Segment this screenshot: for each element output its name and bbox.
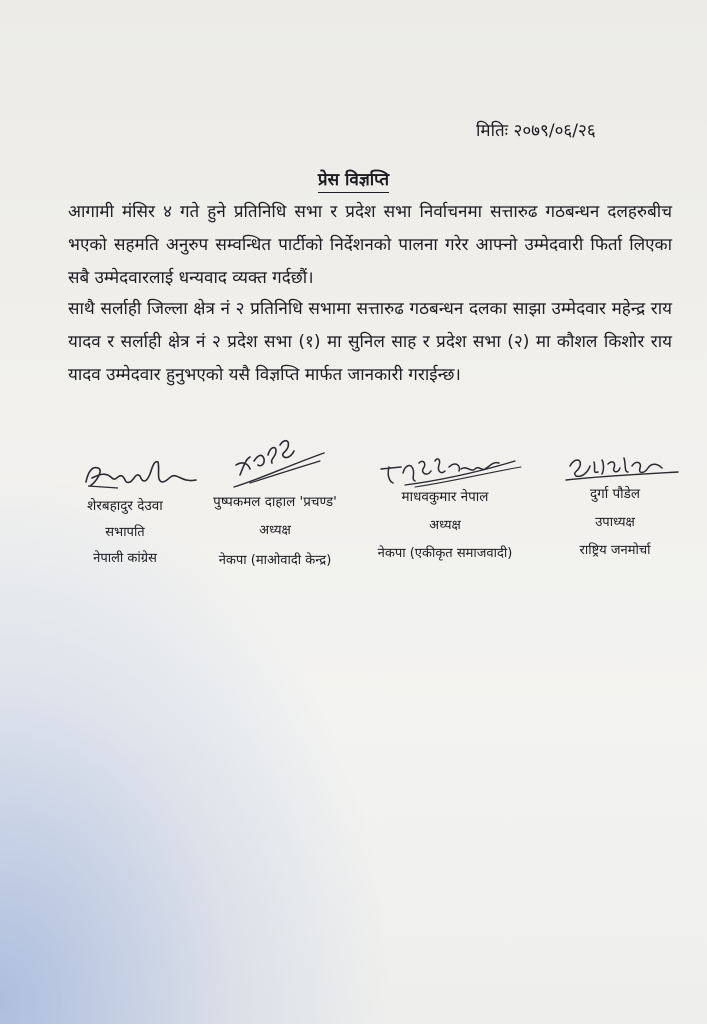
signatory-4-party: राष्ट्रिय जनमोर्चा	[579, 543, 651, 558]
signatory-4-role: उपाध्यक्ष	[595, 515, 635, 530]
paragraph-2: साथै सर्लाही जिल्ला क्षेत्र नं २ प्रतिनिधि सभामा सत्तारुढ गठबन्धन दलका साझा उम्मेदवार महेन्द्र राय यादव र सर्लाही क्षेत्र नं २ प्रदेश सभा (१) मा सुनिल साह र प्रदेश सभा (२) मा कौशल किशोर राय यादव उम्मेदवार हुनुभएको यसै विज्ञप्ति मार्फत जानकारी गराईन्छ।	[68, 299, 672, 385]
signatory-2-role: अध्यक्ष	[259, 523, 291, 538]
signatory-2-name: पुष्पकमल दाहाल 'प्रचण्ड'	[213, 494, 337, 510]
signatory-1-name: शेरबहादुर देउवा	[87, 498, 163, 514]
signatory-2-party: नेकपा (माओवादी केन्द्र)	[218, 553, 332, 568]
signatory-1-role: सभापति	[105, 525, 145, 540]
signatory-2	[190, 492, 360, 568]
signatory-4	[540, 484, 690, 558]
signatory-3	[360, 487, 530, 561]
signature-1-image	[78, 452, 203, 497]
paragraph-1: आगामी मंसिर ४ गते हुने प्रतिनिधि सभा र प्रदेश सभा निर्वाचनमा सत्तारुढ गठबन्धन दलहरुबीच भएको सहमति अनुरुप सम्वन्धित पार्टीको निर्देशनको पालना गरेर आफ्नो उम्मेदवारी फिर्ता लिएका सबै उम्मेदवारलाई धन्यवाद व्यक्त गर्दछौं।	[68, 202, 672, 288]
document-date: मितिः २०७९/०६/२६	[476, 121, 596, 141]
signatory-4-name: दुर्गा पौडेल	[589, 486, 641, 502]
signatory-3-role: अध्यक्ष	[429, 518, 461, 533]
document-title-text: प्रेस विज्ञप्ति	[318, 170, 389, 193]
signatory-3-party: नेकपा (एकीकृत समाजवादी)	[377, 546, 513, 561]
signature-3-image	[375, 447, 525, 492]
document-title	[0, 167, 707, 190]
signatory-1-party: नेपाली कांग्रेस	[93, 551, 157, 566]
signatory-1	[40, 496, 210, 566]
signature-2-image	[220, 435, 335, 495]
signatory-3-name: माधवकुमार नेपाल	[401, 489, 489, 505]
